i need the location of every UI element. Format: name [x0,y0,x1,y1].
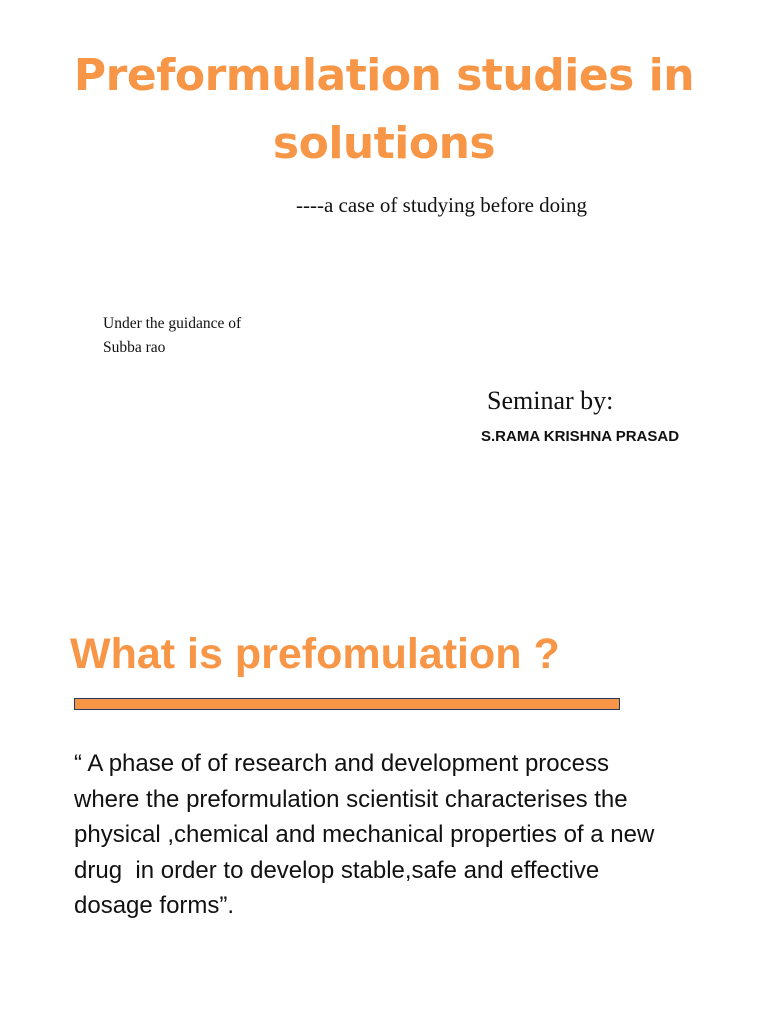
definition-line: “ A phase of of research and development process [74,750,609,777]
definition-line: physical ,chemical and mechanical properties of a new [74,821,655,848]
seminar-label: Seminar by: [487,386,614,415]
presenter-name: S.RAMA KRISHNA PRASAD [481,428,680,445]
slide-heading: What is prefomulation ? [70,630,560,678]
guide-name: Subba rao [103,339,166,356]
definition-line: drug in order to develop stable,safe and effective [74,856,600,884]
slide-title-line-1: Preformulation studies in [73,50,695,101]
guidance-block [103,312,241,360]
guidance-label: Under the guidance of [103,315,242,332]
slide-title [0,42,768,178]
definition-text [74,746,754,924]
definition-line: where the preformulation scientisit characterises the [74,785,628,813]
definition-line: dosage forms”. [74,892,235,919]
slide-subtitle: ----a case of studying before doing [296,193,587,217]
heading-underline-bar [74,698,620,710]
slide-2 [0,590,768,1024]
slide-title-line-2: solutions [272,118,496,169]
